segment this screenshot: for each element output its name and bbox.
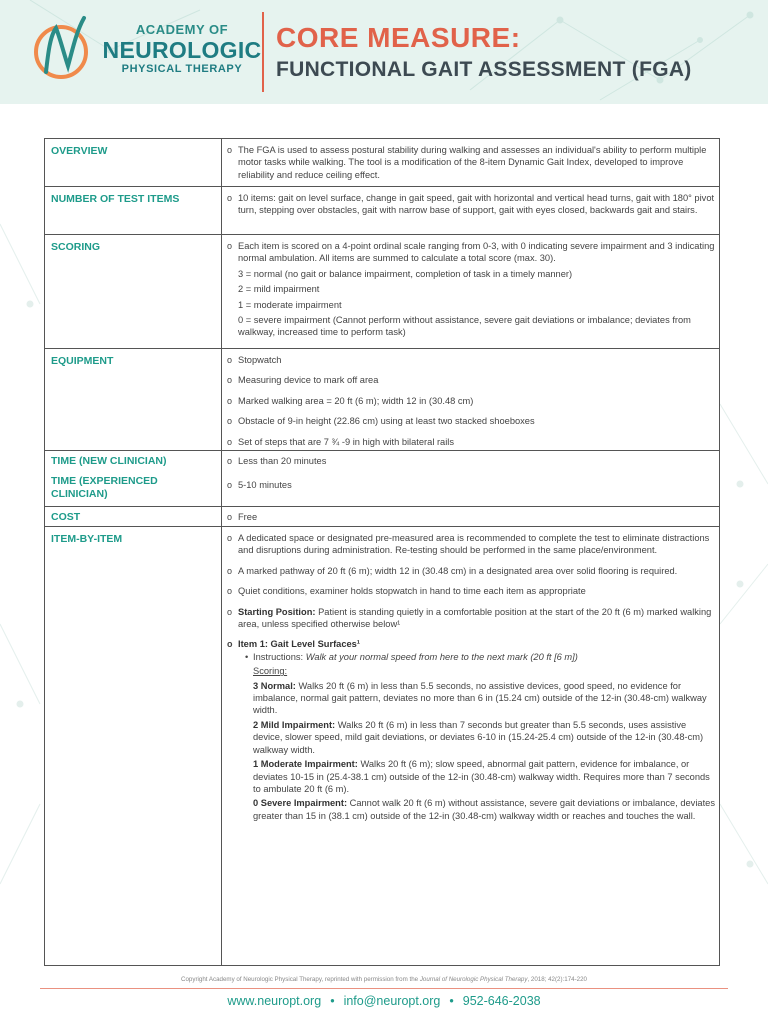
- time-experienced-value: o 5-10 minutes: [227, 479, 715, 491]
- academy-logo[interactable]: [32, 14, 262, 86]
- score-1-label: 1 Moderate Impairment:: [253, 759, 358, 770]
- equipment-item: o Measuring device to mark off area: [227, 374, 715, 386]
- time-new-value: o Less than 20 minutes: [227, 455, 715, 467]
- score-3-normal: [227, 680, 715, 717]
- copyright-notice: [0, 976, 768, 983]
- header-band: [0, 0, 768, 104]
- scoring-level-2: 2 = mild impairment: [238, 284, 320, 295]
- separator-dot-icon: •: [330, 994, 335, 1008]
- scoring-level-1: 1 = moderate impairment: [238, 299, 342, 310]
- phone-number: 952-646-2038: [462, 994, 541, 1008]
- scoring-level-0: 0 = severe impairment (Cannot perform without assistance, severe gait deviations or imbalance; deviates from walkway, increased time to perform task): [238, 315, 691, 338]
- table-row-overview: [45, 139, 719, 187]
- instructions-label: Instructions:: [253, 651, 306, 662]
- score-0-text: Cannot walk 20 ft (6 m) without assistance, severe gait deviations or imbalance, deviates greater than 15 in (38.1 cm) outside of the 12-in (30.48-cm) walkway width or reaches and touches the wall.: [253, 798, 715, 821]
- scoring-text: o Each item is scored on a 4-point ordinal scale ranging from 0-3, with 0 indicating severe impairment and 3 indicating normal ambulation. All items are summed to calculate a total score (max. 30).: [227, 240, 715, 265]
- row-label-time-new: TIME (NEW CLINICIAN): [51, 455, 167, 467]
- equipment-item: o Obstacle of 9-in height (22.86 cm) using at least two stacked shoeboxes: [227, 415, 715, 427]
- scoring-subheading: Scoring:: [253, 666, 288, 677]
- scoring-level-3: 3 = normal (no gait or balance impairment, completion of task in a timely manner): [238, 268, 573, 279]
- row-label-overview: OVERVIEW: [51, 145, 108, 157]
- copyright-journal: Journal of Neurologic Physical Therapy: [419, 976, 528, 983]
- row-label-item-by-item: ITEM-BY-ITEM: [51, 533, 123, 545]
- score-3-label: 3 Normal:: [253, 680, 296, 691]
- test-items-text: o 10 items: gait on level surface, change in gait speed, gait with horizontal and vertical head turns, gait with 180° pivot turn, stepping over obstacles, gait with narrow base of support, gait with eyes closed, backwards gait and stairs.: [227, 192, 715, 217]
- score-3-text: Walks 20 ft (6 m) in less than 5.5 seconds, no assistive devices, good speed, no evidence for imbalance, normal gait pattern, deviates no more than 6 in (15.24 cm) outside of the 12-in (30.48-cm) walkway width.: [253, 680, 707, 716]
- footer-divider: [40, 988, 728, 989]
- logo-n-emblem-icon: [32, 14, 90, 86]
- starting-position-text: Patient is standing quietly in a comfortable position at the start of the 20 ft (6 m) marked walking area, unless specified otherwise below¹: [238, 606, 712, 630]
- score-0-severe: [227, 797, 715, 822]
- logo-line-academy: ACADEMY OF: [135, 22, 229, 37]
- score-1-text: Walks 20 ft (6 m); slow speed, abnormal gait pattern, evidence for imbalance, or deviates 10-15 in (25.4-38.1 cm) outside of the 12-in (30.48-cm) walkway width. Requires more than 7 seconds to ambulate 20 ft (6 m).: [253, 759, 710, 794]
- instructions-line: [227, 651, 715, 663]
- instructions-text: Walk at your normal speed from here to the next mark (20 ft [6 m]): [305, 651, 578, 662]
- page-subtitle: FUNCTIONAL GAIT ASSESSMENT (FGA): [276, 58, 692, 81]
- table-row-scoring: [45, 235, 719, 349]
- overview-text: o The FGA is used to assess postural stability during walking and assesses an individual's ability to perform multiple motor tasks while walking. The tool is a modification of the 8-item Dynamic Gait Index, developed to improve reliability and reduce ceiling effect.: [227, 144, 715, 181]
- row-label-test-items: NUMBER OF TEST ITEMS: [51, 193, 180, 205]
- footer-contact: [0, 994, 768, 1008]
- copyright-citation: , 2018; 42(2):174-220: [527, 976, 587, 983]
- page-title: CORE MEASURE:: [276, 22, 521, 53]
- item-1-title: o Item 1: Gait Level Surfaces¹: [227, 638, 715, 650]
- equipment-item: o Marked walking area = 20 ft (6 m); width 12 in (30.48 cm): [227, 395, 715, 407]
- row-label-time-experienced: TIME (EXPERIENCED CLINICIAN): [51, 475, 158, 500]
- copyright-text: Copyright Academy of Neurologic Physical Therapy, reprinted with permission from the: [181, 976, 420, 983]
- item-paragraph: o A marked pathway of 20 ft (6 m); width 12 in (30.48 cm) in a designated area over solid flooring is required.: [227, 565, 715, 577]
- cost-value: o Free: [227, 511, 715, 523]
- equipment-item: o Set of steps that are 7 ¾ -9 in high with bilateral rails: [227, 436, 715, 448]
- website-link[interactable]: www.neuropt.org: [227, 994, 322, 1008]
- logo-line-physical-therapy: PHYSICAL THERAPY: [121, 63, 243, 75]
- score-2-text: Walks 20 ft (6 m) in less than 7 seconds but greater than 5.5 seconds, uses assistive device, slower speed, mild gait deviations, or deviates 6-10 in (15.24-25.4 cm) outside of the 12-in (30.48-cm) walkway width.: [253, 719, 704, 755]
- score-2-label: 2 Mild Impairment:: [253, 719, 336, 730]
- table-row-test-items: [45, 187, 719, 235]
- score-1-moderate: [227, 758, 715, 795]
- table-row-equipment: [45, 349, 719, 451]
- item-paragraph: o Quiet conditions, examiner holds stopwatch in hand to time each item as appropriate: [227, 585, 715, 597]
- logo-line-neurologic: NEUROLOGIC: [102, 37, 262, 63]
- header-divider: [262, 12, 264, 92]
- starting-position-paragraph: [227, 606, 715, 631]
- row-label-equipment: EQUIPMENT: [51, 355, 114, 367]
- row-label-scoring: SCORING: [51, 241, 101, 253]
- table-row-item-by-item: [45, 527, 719, 965]
- equipment-item: o Stopwatch: [227, 354, 715, 366]
- fga-table: [44, 138, 720, 966]
- score-0-label: 0 Severe Impairment:: [253, 798, 348, 809]
- table-row-cost: [45, 507, 719, 527]
- separator-dot-icon: •: [449, 994, 454, 1008]
- table-row-time: [45, 451, 719, 507]
- starting-position-label: Starting Position:: [238, 606, 316, 617]
- email-link[interactable]: info@neuropt.org: [343, 994, 441, 1008]
- row-label-cost: COST: [51, 511, 81, 523]
- score-2-mild: [227, 719, 715, 756]
- item-paragraph: o A dedicated space or designated pre-measured area is recommended to complete the test to eliminate distractions and disruptions during administration. Re-testing should be performed in the same place/environment.: [227, 532, 715, 557]
